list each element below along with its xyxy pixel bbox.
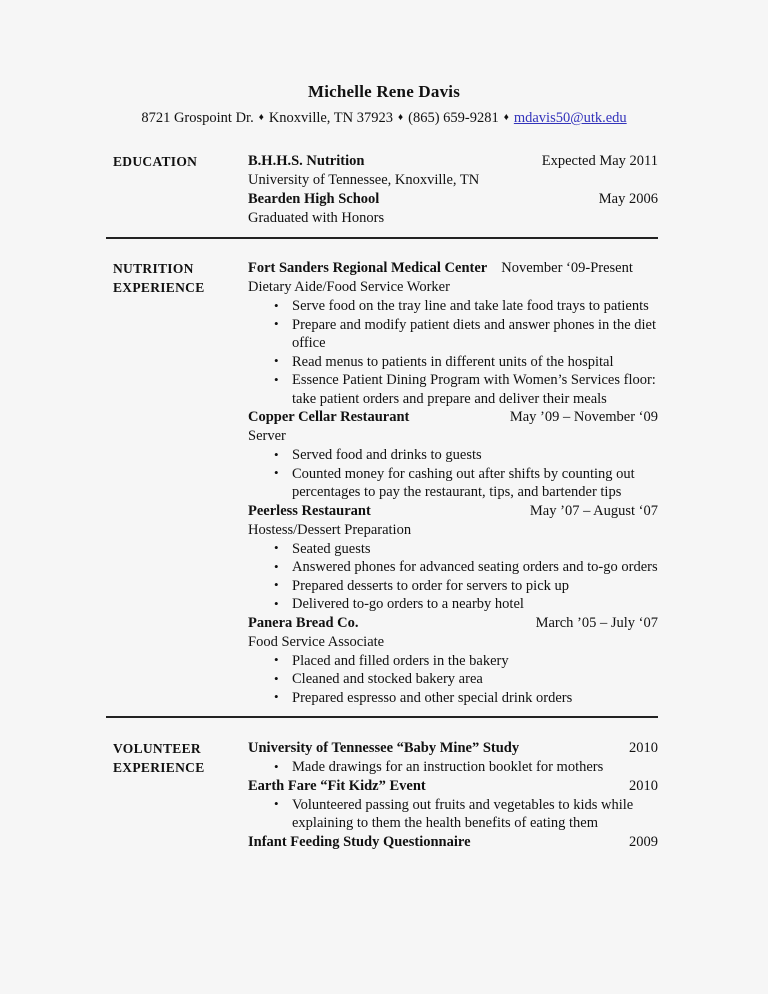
contact-phone: (865) 659-9281 [408,110,499,126]
entry-header [248,259,658,278]
entry-header [248,739,658,758]
resume-entry [248,739,658,777]
entry-subtitle: Food Service Associate [248,633,385,650]
entry-header [248,408,658,427]
entry-bullet-list [248,297,658,408]
list-item: • Prepare and modify patient diets and answer phones in the diet office [248,316,658,353]
entry-title: Panera Bread Co. [248,614,359,631]
entry-title: B.H.H.S. Nutrition [248,153,365,169]
list-item: • Serve food on the tray line and take late food trays to patients [248,297,658,316]
section-body [248,739,658,852]
entry-title: Bearden High School [248,191,380,207]
resume-section [0,739,768,852]
entry-header [248,833,658,852]
entry-date: Expected May 2011 [541,153,658,169]
entry-date: November ‘09-Present [501,260,633,276]
page-title: Michelle Rene Davis [307,82,461,101]
entry-date: May 2006 [598,191,658,207]
list-item: • Made drawings for an instruction booklet for mothers [248,758,658,777]
entry-date: 2010 [629,740,658,756]
section-label-line: VOLUNTEER [113,741,201,756]
list-item: • Prepared espresso and other special drink orders [248,689,658,708]
list-item: • Essence Patient Dining Program with Women’s Services floor: take patient orders and prepare and deliver their meals [248,371,658,408]
entry-bullet-list [248,758,658,777]
list-item: • Cleaned and stocked bakery area [248,670,658,689]
section-body [248,259,658,707]
resume-entry [248,833,658,852]
entry-bullet-list [248,796,658,833]
entry-header [248,777,658,796]
entry-header [248,502,658,521]
section-label [113,152,248,228]
resume-entry [248,614,658,708]
resume-header [0,0,768,127]
diamond-separator-icon: ♦ [258,112,264,123]
list-item: • Served food and drinks to guests [248,446,658,465]
entry-title: Copper Cellar Restaurant [248,409,410,425]
list-item: • Prepared desserts to order for servers to pick up [248,577,658,596]
entry-title: University of Tennessee “Baby Mine” Study [248,740,520,756]
entry-subtitle: Graduated with Honors [248,210,385,226]
diamond-separator-icon: ♦ [398,112,404,123]
section-label-line: EDUCATION [113,154,198,169]
entry-date: March ’05 – July ‘07 [535,614,658,631]
list-item: • Read menus to patients in different units of the hospital [248,353,658,372]
entry-date: May ’07 – August ‘07 [529,502,658,519]
entry-bullet-list [248,446,658,502]
entry-title: Infant Feeding Study Questionnaire [248,833,471,850]
contact-city-state-zip: Knoxville, TN 37923 [268,110,393,126]
entry-header [248,152,658,171]
entry-header [248,614,658,633]
entry-header [248,190,658,209]
list-item: • Counted money for cashing out after shifts by counting out percentages to pay the restaurant, tips, and bartender tips [248,465,658,502]
resume-entry [248,408,658,502]
list-item: • Seated guests [248,540,658,559]
list-item: • Volunteered passing out fruits and vegetables to kids while explaining to them the health benefits of eating them [248,796,658,833]
section-divider [106,716,658,718]
section-label [113,259,248,707]
entry-date: May ’09 – November ‘09 [509,409,658,425]
list-item: • Answered phones for advanced seating orders and to-go orders [248,558,658,577]
list-item: • Delivered to-go orders to a nearby hotel [248,595,658,614]
contact-line [0,109,768,127]
entry-subtitle: Hostess/Dessert Preparation [248,521,412,538]
entry-bullet-list [248,540,658,614]
resume-sections [0,152,768,852]
contact-email-link[interactable]: mdavis50@utk.edu [513,110,627,126]
entry-subtitle: Server [248,428,286,444]
entry-title: Fort Sanders Regional Medical Center [248,260,488,276]
entry-date: 2010 [629,777,658,794]
resume-entry [248,152,658,190]
section-label-line: NUTRITION [113,261,194,276]
resume-entry [248,777,658,833]
entry-subtitle: University of Tennessee, Knoxville, TN [248,172,480,188]
diamond-separator-icon: ♦ [503,112,509,123]
section-label-line: EXPERIENCE [113,759,205,775]
resume-entry [248,502,658,614]
resume-section [0,259,768,707]
entry-bullet-list [248,652,658,708]
entry-date: 2009 [629,833,658,850]
section-body [248,152,658,228]
entry-subtitle: Dietary Aide/Food Service Worker [248,279,450,295]
resume-section [0,152,768,228]
resume-entry [248,190,658,228]
entry-title: Earth Fare “Fit Kidz” Event [248,777,426,794]
section-label-line: EXPERIENCE [113,279,205,295]
section-label [113,739,248,852]
section-divider [106,237,658,239]
entry-title: Peerless Restaurant [248,502,371,519]
list-item: • Placed and filled orders in the bakery [248,652,658,671]
resume-entry [248,259,658,408]
contact-address: 8721 Grospoint Dr. [141,110,254,126]
